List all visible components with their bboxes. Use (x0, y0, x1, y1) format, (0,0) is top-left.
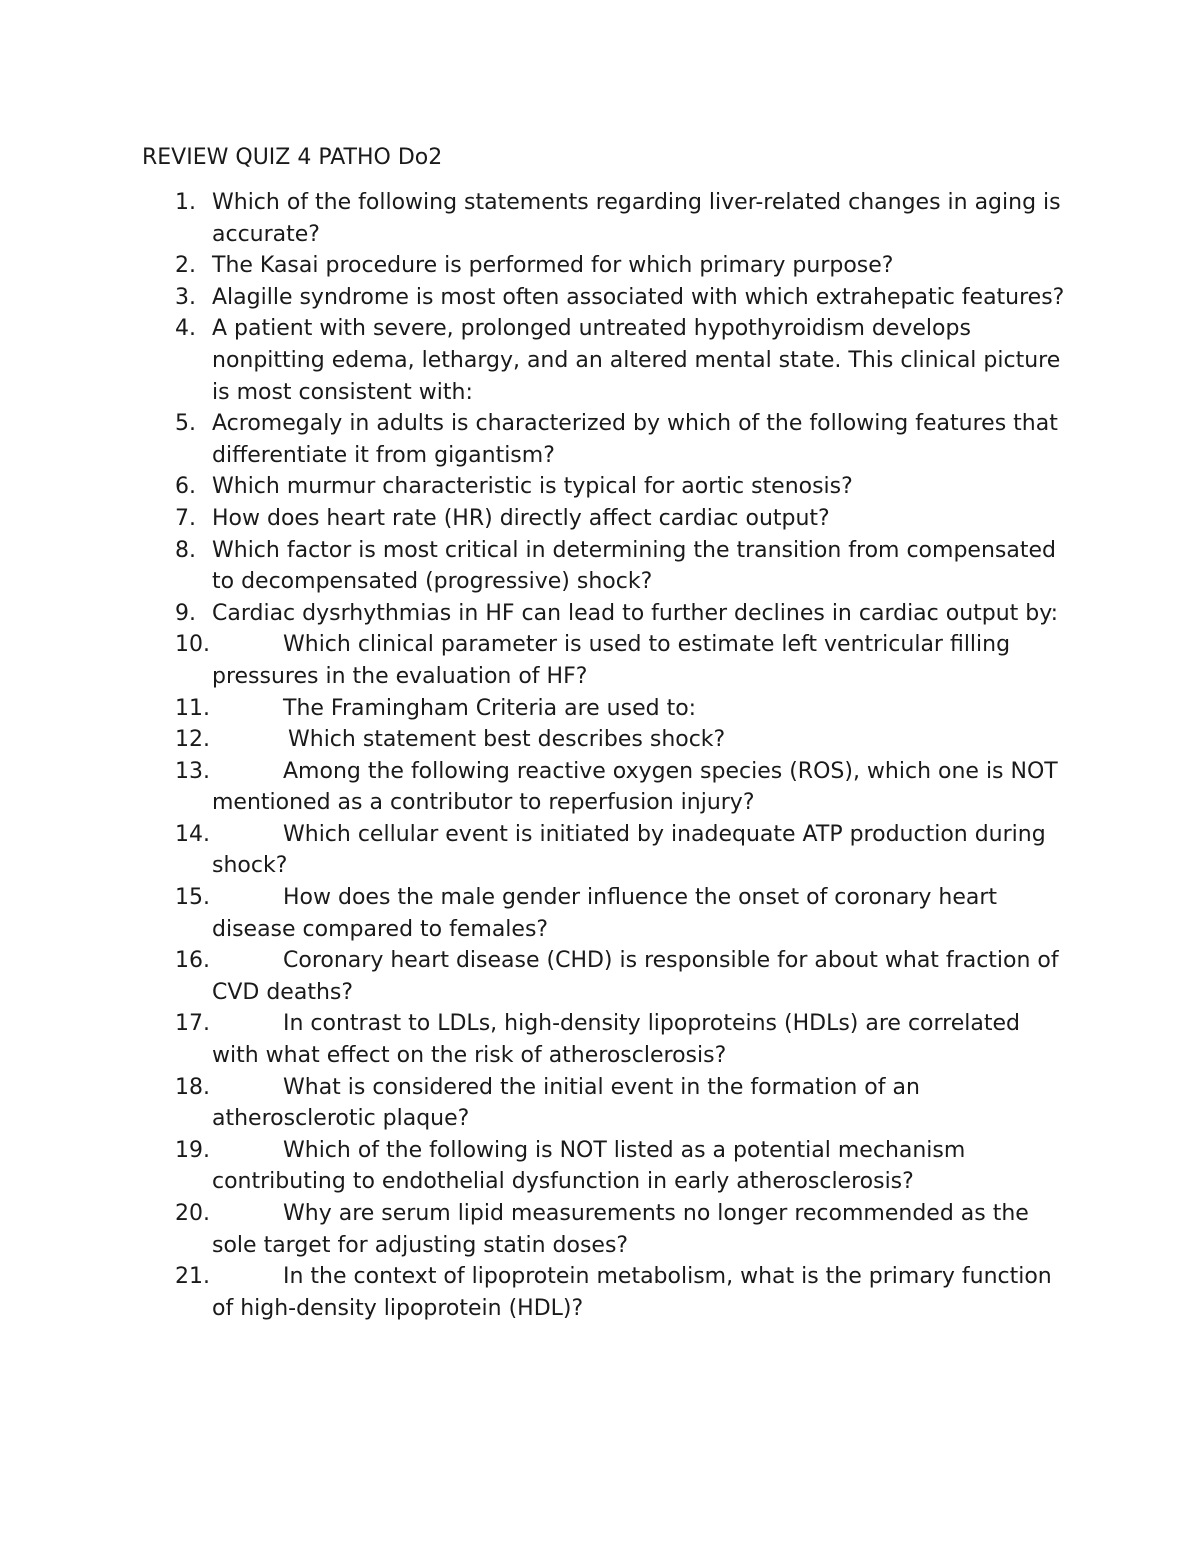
question-number: 6. (175, 474, 196, 500)
question-number: 15. (175, 885, 210, 911)
question-number: 19. (175, 1137, 210, 1163)
question-item (0, 535, 1072, 598)
question-item (0, 503, 1072, 535)
question-item (0, 1261, 1072, 1324)
question-item (0, 945, 1072, 1008)
question-item (0, 250, 1072, 282)
question-item (0, 882, 1072, 945)
question-number: 7. (175, 505, 196, 531)
question-number: 2. (175, 253, 196, 279)
question-text: Why are serum lipid measurements no longer recommended as the sole target for adjusting statin doses? (212, 1201, 1029, 1258)
question-text: Acromegaly in adults is characterized by which of the following features that differentiate it from gigantism? (212, 411, 1058, 468)
question-text: The Kasai procedure is performed for which primary purpose? (212, 253, 894, 279)
question-item (0, 819, 1072, 882)
question-item (0, 629, 1072, 692)
question-text: In contrast to LDLs, high-density lipoproteins (HDLs) are correlated with what effect on the risk of atherosclerosis? (212, 1011, 1020, 1069)
question-text: Which statement best describes shock? (288, 727, 726, 753)
page-title: REVIEW QUIZ 4 PATHO Do2 (142, 145, 443, 170)
question-item (0, 724, 1072, 756)
question-number: 17. (175, 1011, 210, 1037)
question-number: 10. (175, 632, 210, 658)
question-number: 4. (175, 316, 196, 342)
question-item (0, 1008, 1072, 1071)
question-item (0, 471, 1072, 503)
question-text: How does the male gender influence the onset of coronary heart disease compared to females? (212, 885, 998, 942)
question-text: Which of the following is NOT listed as a potential mechanism contributing to endothelial dysfunction in early atherosclerosis? (212, 1137, 966, 1195)
question-text: How does heart rate (HR) directly affect cardiac output? (212, 505, 830, 531)
question-item (0, 408, 1072, 471)
question-text: What is considered the initial event in the formation of an atherosclerotic plaque? (212, 1074, 920, 1132)
question-text: In the context of lipoprotein metabolism, what is the primary function of high-density lipoprotein (HDL)? (212, 1264, 1052, 1321)
question-item (0, 693, 1072, 725)
question-number: 9. (175, 600, 196, 626)
question-text: The Framingham Criteria are used to: (283, 695, 697, 721)
question-number: 5. (175, 411, 196, 437)
question-text: Which factor is most critical in determining the transition from compensated to decompensated (progressive) shock? (212, 537, 1056, 595)
question-item (0, 1135, 1072, 1198)
question-item (0, 187, 1072, 250)
question-number: 16. (175, 948, 210, 974)
question-text: Which murmur characteristic is typical for aortic stenosis? (212, 474, 853, 500)
question-number: 21. (175, 1264, 210, 1290)
question-item (0, 1198, 1072, 1261)
question-number: 1. (175, 190, 196, 215)
question-text: Which of the following statements regarding liver-related changes in aging is accurate? (212, 190, 1061, 247)
question-item (0, 282, 1072, 314)
question-number: 20. (175, 1201, 210, 1226)
question-number: 11. (175, 695, 210, 721)
question-text: Cardiac dysrhythmias in HF can lead to further declines in cardiac output by: (212, 600, 1059, 626)
question-item (0, 1072, 1072, 1135)
question-item (0, 756, 1072, 819)
question-number: 14. (175, 821, 210, 847)
question-text: Which cellular event is initiated by inadequate ATP production during shock? (212, 821, 1046, 879)
question-text: Coronary heart disease (CHD) is responsible for about what fraction of CVD deaths? (212, 948, 1059, 1005)
question-item (0, 313, 1072, 408)
question-number: 13. (175, 758, 210, 784)
question-number: 18. (175, 1074, 210, 1100)
question-list (0, 187, 1200, 1324)
question-text: Alagille syndrome is most often associated with which extrahepatic features? (212, 284, 1065, 310)
question-item (0, 598, 1072, 630)
question-text: Among the following reactive oxygen species (ROS), which one is NOT mentioned as a contributor to reperfusion injury? (212, 758, 1058, 816)
question-number: 8. (175, 537, 196, 563)
question-number: 3. (175, 284, 196, 310)
question-text: Which clinical parameter is used to estimate left ventricular filling pressures in the evaluation of HF? (212, 632, 1011, 689)
question-number: 12. (175, 727, 210, 753)
question-text: A patient with severe, prolonged untreated hypothyroidism develops nonpitting edema, lethargy, and an altered mental state. This clinical picture is most consistent with: (212, 316, 1061, 405)
